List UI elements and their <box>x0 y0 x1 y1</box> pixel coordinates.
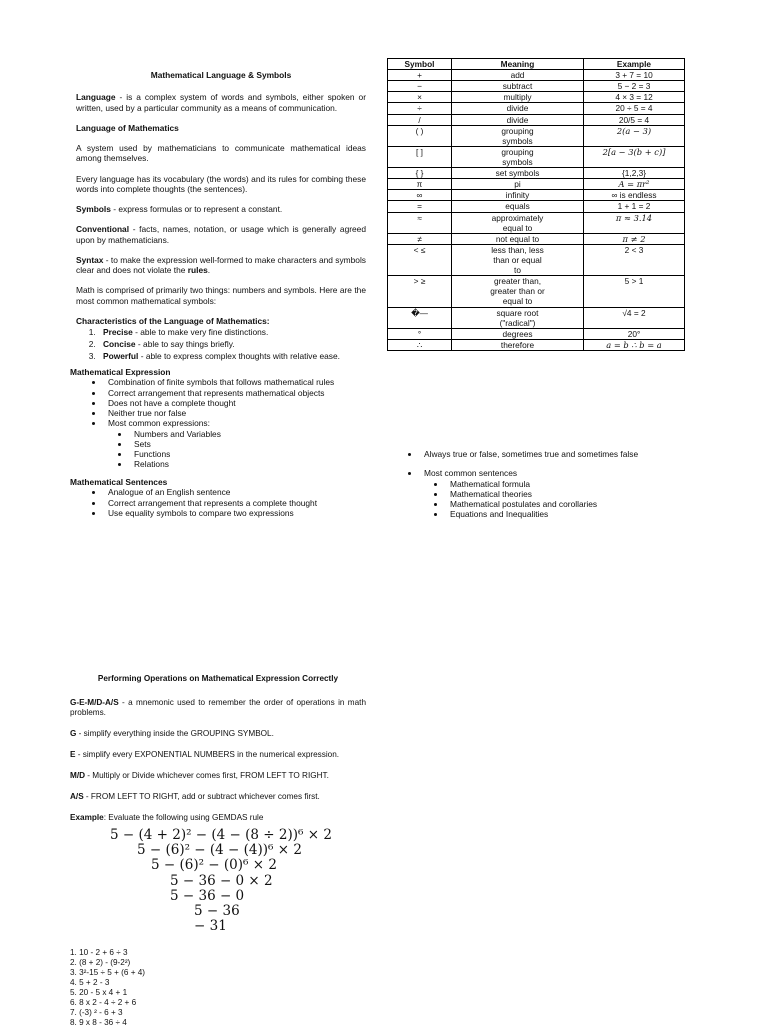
symbol-cell: − <box>388 81 452 92</box>
example-cell: 2[a − 3(b + c)] <box>584 146 685 167</box>
expression-sublist <box>108 429 370 470</box>
lang-of-math-p1: A system used by mathematicians to communicate mathematical ideas among themselves. <box>76 143 366 164</box>
step-line: 5 − (6)² − (4 − (4))⁶ × 2 <box>137 842 302 859</box>
symbol-cell: = <box>388 201 452 212</box>
list-item: • Analogue of an English sentence <box>104 487 370 497</box>
syntax-paragraph <box>76 255 366 276</box>
syntax-def: - to make the expression well-formed to make characters and symbols clear and does not violate the <box>76 254 366 275</box>
list-item: • Correct arrangement that represents mathematical objects <box>104 388 370 398</box>
meaning-cell: set symbols <box>452 168 584 179</box>
symbol-cell: ≠ <box>388 233 452 244</box>
expression-heading: Mathematical Expression <box>70 367 171 377</box>
example-cell: 2(a − 3) <box>584 125 685 146</box>
example-cell: √4 = 2 <box>584 307 685 328</box>
meaning-cell: grouping symbols <box>452 125 584 146</box>
example-cell: a = b ∴ b = a <box>584 339 685 350</box>
table-row <box>388 103 685 114</box>
example-cell: 1 + 1 = 2 <box>584 201 685 212</box>
g-rule <box>70 729 366 739</box>
meaning-cell: approximately equal to <box>452 212 584 233</box>
example-cell: π ≈ 3.14 <box>584 212 685 233</box>
rule-def: - simplify every EXPONENTIAL NUMBERS in the numerical expression. <box>75 750 340 759</box>
meaning-cell: add <box>452 70 584 81</box>
column-header: Symbol <box>388 59 452 70</box>
meaning-cell: divide <box>452 114 584 125</box>
meaning-cell: not equal to <box>452 233 584 244</box>
list-item: 3. 3²-15 ÷ 5 + (6 + 4) <box>70 968 146 977</box>
list-item: 4. 5 + 2 - 3 <box>70 978 110 987</box>
step-line: 5 − (6)² − (0)⁶ × 2 <box>151 857 277 874</box>
right-bullets <box>400 449 700 520</box>
expression-section <box>70 367 370 470</box>
exercise-list <box>70 948 145 1028</box>
symbol-cell: ∴ <box>388 339 452 350</box>
syntax-term: Syntax <box>76 254 104 265</box>
symbol-cell: [ ] <box>388 146 452 167</box>
symbol-cell: < ≤ <box>388 244 452 275</box>
table-row <box>388 125 685 146</box>
meaning-cell: divide <box>452 103 584 114</box>
example-cell: π ≠ 2 <box>584 233 685 244</box>
list-item-label: Most common sentences <box>424 468 518 479</box>
rule-def: - FROM LEFT TO RIGHT, add or subtract whichever comes first. <box>83 792 320 801</box>
characteristic-def: - able to say things briefly. <box>135 338 235 349</box>
list-item: 2. (8 + 2) - (9-2²) <box>70 958 131 967</box>
e-rule <box>70 750 366 760</box>
lang-of-math-p2: Every language has its vocabulary (the words) and its rules for combing these words into complete thoughts (the sentences). <box>76 173 366 194</box>
list-item: 6. 8 x 2 - 4 ÷ 2 + 6 <box>70 998 137 1007</box>
list-item <box>104 418 370 469</box>
meaning-cell: grouping symbols <box>452 146 584 167</box>
symbol-cell: + <box>388 70 452 81</box>
language-def: - is a complex system of words and symbols, either spoken or written, used by a particular community as a means of communication. <box>76 92 366 113</box>
doc-title: Mathematical Language & Symbols <box>150 70 292 80</box>
operations-title: Performing Operations on Mathematical Expression Correctly <box>97 674 339 683</box>
example-cell: 20 ÷ 5 = 4 <box>584 103 685 114</box>
table-row <box>388 276 685 307</box>
rule-def: - Multiply or Divide whichever comes first, FROM LEFT TO RIGHT. <box>85 771 329 780</box>
list-item: • Correct arrangement that represents a complete thought <box>104 498 370 508</box>
characteristic-term: Precise <box>103 327 133 337</box>
list-item: • Combination of finite symbols that follows mathematical rules <box>104 377 370 387</box>
symbol-cell: �— <box>388 307 452 328</box>
example-cell: 3 + 7 = 10 <box>584 70 685 81</box>
characteristic-def: - able to express complex thoughts with relative ease. <box>138 350 340 361</box>
table-row <box>388 201 685 212</box>
table-row <box>388 114 685 125</box>
list-item: • Numbers and Variables <box>130 429 370 439</box>
symbols-table-wrap <box>387 58 685 351</box>
sentence-props-list <box>400 449 700 459</box>
characteristic-term: Powerful <box>103 350 139 361</box>
table-row <box>388 70 685 81</box>
symbol-cell: ( ) <box>388 125 452 146</box>
syntax-rules: rules <box>187 265 208 275</box>
conventional-def: - facts, names, notation, or usage which is generally agreed upon by mathematicians. <box>76 224 366 245</box>
list-item: • Use equality symbols to compare two expressions <box>104 508 370 518</box>
list-item: • Does not have a complete thought <box>104 398 370 408</box>
characteristics-list <box>76 327 366 361</box>
list-item: 7. (-3) ² - 6 + 3 <box>70 1008 123 1017</box>
symbols-table-body <box>388 70 685 351</box>
step-line: 5 − (4 + 2)² − (4 − (8 ÷ 2))⁶ × 2 <box>110 827 332 843</box>
characteristic-def: - able to make very fine distinctions. <box>132 327 269 337</box>
meaning-cell: degrees <box>452 328 584 339</box>
list-item: 8. 9 x 8 - 36 ÷ 4 <box>70 1018 127 1027</box>
table-header-row <box>388 59 685 70</box>
symbols-paragraph <box>76 204 366 214</box>
example-cell: ∞ is endless <box>584 190 685 201</box>
example-line <box>70 813 366 823</box>
step-line: − 31 <box>194 918 227 935</box>
symbol-cell: > ≥ <box>388 276 452 307</box>
example-cell: 2 < 3 <box>584 244 685 275</box>
comprised-paragraph: Math is comprised of primarily two things: numbers and symbols. Here are the most common mathematical symbols: <box>76 285 366 306</box>
step-line: 5 − 36 − 0 × 2 <box>170 872 273 889</box>
symbol-cell: ° <box>388 328 452 339</box>
list-item-label: Most common expressions: <box>108 418 210 429</box>
lang-of-math-heading: Language of Mathematics <box>76 122 179 133</box>
symbol-cell: ÷ <box>388 103 452 114</box>
list-item: • Mathematical postulates and corollaries <box>446 499 700 509</box>
table-row <box>388 168 685 179</box>
symbols-def: - express formulas or to represent a constant. <box>110 204 283 214</box>
step-line: 5 − 36 − 0 <box>170 887 245 904</box>
meaning-cell: greater than, greater than or equal to <box>452 276 584 307</box>
gemdas-term: G-E-M/D-A/S <box>70 698 119 707</box>
operations-section <box>70 674 366 834</box>
symbol-cell: π <box>388 179 452 190</box>
syntax-end: . <box>207 265 211 275</box>
table-row <box>388 179 685 190</box>
meaning-cell: equals <box>452 201 584 212</box>
step-line: 5 − 36 <box>194 903 240 920</box>
list-item <box>420 468 700 519</box>
list-item <box>98 339 366 349</box>
list-item: • Always true or false, sometimes true and sometimes false <box>420 449 700 459</box>
sentences-list <box>70 487 370 518</box>
gemdas-def: - a mnemonic used to remember the order of operations in math problems. <box>70 698 366 717</box>
list-item: • Mathematical theories <box>446 489 700 499</box>
list-item: 1. 10 - 2 + 6 ÷ 3 <box>70 948 128 957</box>
rule-term: A/S <box>70 792 84 801</box>
list-item <box>98 351 366 361</box>
example-cell: 20/5 = 4 <box>584 114 685 125</box>
list-item: • Neither true nor false <box>104 408 370 418</box>
example-def: : Evaluate the following using GEMDAS rule <box>103 813 264 822</box>
sentences-heading: Mathematical Sentences <box>70 477 168 487</box>
common-sentences-list <box>400 468 700 519</box>
symbol-cell: ≈ <box>388 212 452 233</box>
list-item: • Equations and Inequalities <box>446 509 700 519</box>
column-header: Meaning <box>452 59 584 70</box>
sentences-section <box>70 477 370 518</box>
example-cell: A = πr² <box>584 179 685 190</box>
gemdas-worked-example <box>110 828 332 934</box>
table-row <box>388 92 685 103</box>
example-term: Example <box>70 813 104 822</box>
characteristics-heading: Characteristics of the Language of Mathematics: <box>76 315 270 326</box>
list-item: • Sets <box>130 439 370 449</box>
list-item: • Functions <box>130 449 370 459</box>
left-column <box>76 70 366 362</box>
symbol-cell: × <box>388 92 452 103</box>
conventional-term: Conventional <box>76 224 130 235</box>
column-header: Example <box>584 59 685 70</box>
characteristic-term: Concise <box>103 338 136 349</box>
list-item: 5. 20 - 5 x 4 + 1 <box>70 988 128 997</box>
table-row <box>388 146 685 167</box>
table-row <box>388 244 685 275</box>
example-cell: 5 > 1 <box>584 276 685 307</box>
table-row <box>388 328 685 339</box>
rule-term: G <box>70 729 77 738</box>
example-cell: 5 − 2 = 3 <box>584 81 685 92</box>
table-row <box>388 233 685 244</box>
table-row <box>388 212 685 233</box>
meaning-cell: subtract <box>452 81 584 92</box>
symbols-table <box>387 58 685 351</box>
meaning-cell: infinity <box>452 190 584 201</box>
symbols-term: Symbols <box>76 204 111 214</box>
list-item: • Mathematical formula <box>446 479 700 489</box>
example-cell: 4 × 3 = 12 <box>584 92 685 103</box>
expression-list <box>70 377 370 469</box>
list-item <box>98 327 366 337</box>
symbol-cell: { } <box>388 168 452 179</box>
language-term: Language <box>76 92 116 103</box>
table-row <box>388 307 685 328</box>
conventional-paragraph <box>76 224 366 245</box>
rule-term: E <box>70 750 76 759</box>
meaning-cell: multiply <box>452 92 584 103</box>
example-cell: {1,2,3} <box>584 168 685 179</box>
rule-def: - simplify everything inside the GROUPING SYMBOL. <box>76 729 274 738</box>
meaning-cell: therefore <box>452 339 584 350</box>
gemdas-paragraph <box>70 698 366 718</box>
list-item: • Relations <box>130 459 370 469</box>
symbol-cell: / <box>388 114 452 125</box>
meaning-cell: less than, less than or equal to <box>452 244 584 275</box>
symbol-cell: ∞ <box>388 190 452 201</box>
language-paragraph <box>76 92 366 113</box>
common-sentences-sublist <box>424 479 700 520</box>
as-rule <box>70 792 366 802</box>
table-row <box>388 81 685 92</box>
table-row <box>388 339 685 350</box>
example-cell: 20° <box>584 328 685 339</box>
md-rule <box>70 771 366 781</box>
meaning-cell: pi <box>452 179 584 190</box>
table-row <box>388 190 685 201</box>
meaning-cell: square root ("radical") <box>452 307 584 328</box>
rule-term: M/D <box>70 771 86 780</box>
